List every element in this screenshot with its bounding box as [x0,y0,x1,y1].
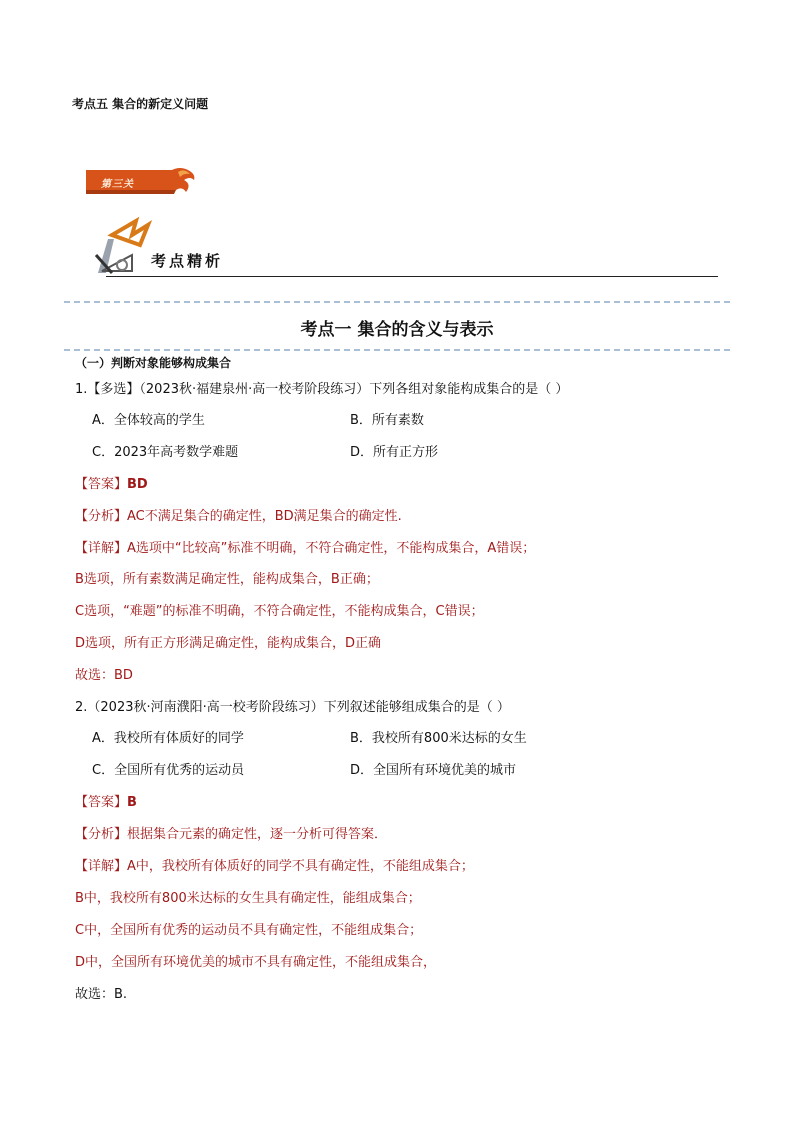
question-2-option-d: D．全国所有环境优美的城市 [350,763,517,778]
answer-tag: 【答案】 [75,795,128,810]
question-1-option-a: A．全体较高的学生 [92,413,205,428]
analysis-tag: 【分析】 [75,509,128,524]
question-2-detail-4: D中，全国所有环境优美的城市不具有确定性，不能组成集合， [75,955,437,970]
question-1-analysis [75,508,402,526]
question-1-detail-2: B选项，所有素数满足确定性，能构成集合，B正确； [75,572,379,587]
question-1-text: 1.【多选】（2023秋·福建泉州·高一校考阶段练习）下列各组对象能构成集合的是（ ） [75,382,569,397]
analysis-text: 根据集合元素的确定性，逐一分析可得答案． [127,827,388,842]
analysis-text: AC不满足集合的确定性，BD满足集合的确定性. [127,509,402,524]
detail-text: A选项中“比较高”标准不明确，不符合确定性，不能构成集合，A错误； [127,541,536,556]
question-2-option-b: B．我校所有800米达标的女生 [350,731,527,746]
question-1-detail-1 [75,540,535,558]
level-banner [84,164,200,200]
topic-heading: 考点五 集合的新定义问题 [72,97,209,111]
detail-tag: 【详解】 [75,541,128,556]
question-2-detail-2: B中，我校所有800米达标的女生具有确定性，能组成集合； [75,891,421,906]
dashed-divider-top [64,301,730,303]
detail-tag: 【详解】 [75,859,128,874]
divider [106,276,718,277]
section-title: 考点一 集合的含义与表示 [300,320,494,340]
analysis-section-title: 考点精析 [151,252,224,270]
question-2-analysis [75,826,387,844]
analysis-tag: 【分析】 [75,827,128,842]
question-2-option-c: C．全国所有优秀的运动员 [92,763,245,778]
question-1-answer [75,476,148,494]
question-2-answer [75,794,137,812]
question-1-detail-3: C选项，“难题”的标准不明确，不符合确定性，不能构成集合，C错误； [75,604,484,619]
question-2-stem: 2.（2023秋·河南濮阳·高一校考阶段练习）下列叙述能够组成集合的是（ ） [75,700,510,715]
question-2-detail-1 [75,858,474,876]
question-1-option-d: D．所有正方形 [350,445,439,460]
subsection-heading: （一）判断对象能够构成集合 [75,356,232,370]
question-2-option-a: A．我校所有体质好的同学 [92,731,244,746]
question-2-choice: 故选：B. [75,987,128,1002]
detail-text: A中，我校所有体质好的同学不具有确定性，不能组成集合； [127,859,474,874]
question-1-choice: 故选：BD [75,668,133,683]
banner-label: 第三关 [101,179,134,190]
answer-tag: 【答案】 [75,477,128,492]
question-1-stem [75,381,568,399]
dashed-divider-bottom [64,349,730,351]
answer-value: B [127,795,137,810]
question-2-detail-3: C中，全国所有优秀的运动员不具有确定性，不能组成集合； [75,923,423,938]
question-1-detail-4: D选项，所有正方形满足确定性，能构成集合，D正确 [75,636,382,651]
question-1-option-c: C．2023年高考数学难题 [92,445,239,460]
question-1-option-b: B．所有素数 [350,413,424,428]
drafting-tools-icon [92,215,154,275]
answer-value: BD [127,477,148,492]
